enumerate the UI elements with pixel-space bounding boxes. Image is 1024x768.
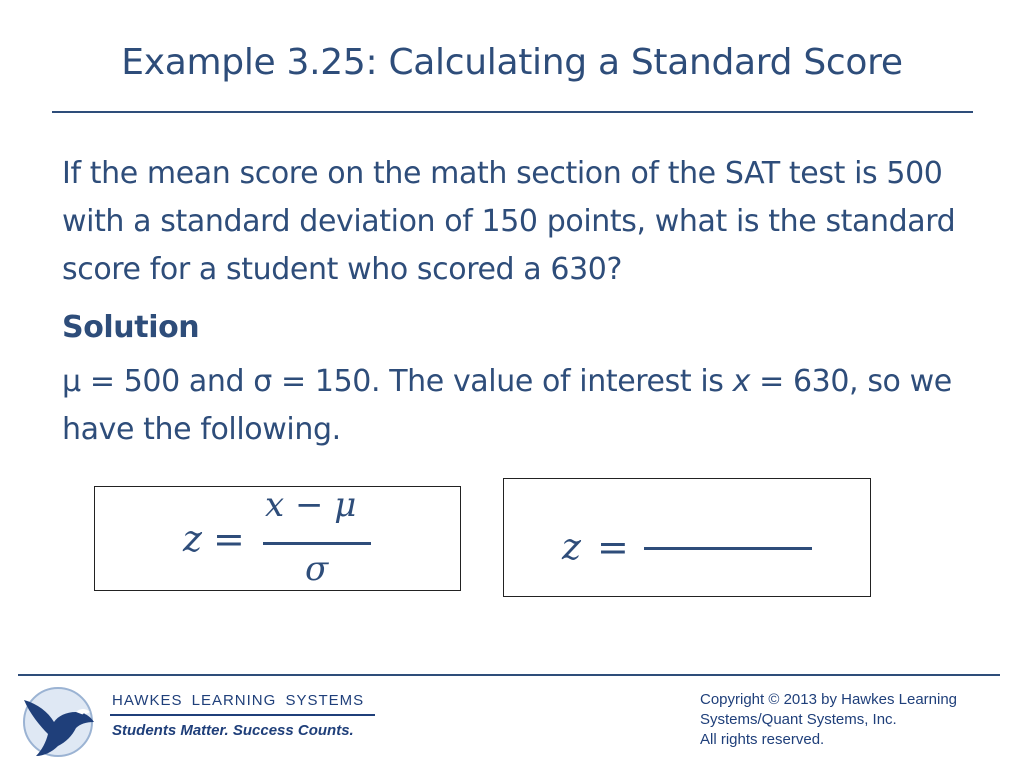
copyright-line: Systems/Quant Systems, Inc. (700, 711, 897, 728)
solution-text-part2: = 630, so we have the following. (62, 364, 952, 447)
problem-statement: If the mean score on the math section of the SAT test is 500 with a standard deviation of 150 points, what is the standard score for a student who scored a 630? (62, 156, 956, 287)
solution-text (62, 358, 982, 454)
answer-box (503, 478, 871, 597)
solution-heading: Solution (62, 310, 200, 345)
brand-tagline: Students Matter. Success Counts. (112, 722, 354, 739)
solution-text-part1: μ = 500 and σ = 150. The value of interest is (62, 364, 733, 399)
answer-equals: = (597, 525, 629, 569)
copyright-line: All rights reserved. (700, 731, 825, 748)
copyright-notice (700, 690, 1010, 750)
answer-blank (644, 547, 812, 550)
answer-lhs: z (562, 527, 581, 568)
slide-title: Example 3.25: Calculating a Standard Score (121, 42, 903, 83)
fraction-bar (263, 542, 371, 545)
formula-denominator: σ (305, 549, 329, 589)
slide-body (62, 150, 982, 464)
eagle-logo-icon (18, 682, 100, 760)
solution-variable: x (732, 364, 750, 399)
brand-divider (110, 714, 375, 716)
brand-name: HAWKES LEARNING SYSTEMS (112, 692, 365, 709)
formula-lhs: z (183, 519, 202, 560)
formula-equals: = (213, 517, 245, 561)
formula-numerator: x − μ (265, 485, 357, 525)
copyright-line: Copyright © 2013 by Hawkes Learning (700, 691, 958, 708)
title-divider (52, 111, 973, 113)
formula-box (94, 486, 461, 591)
footer-divider (18, 674, 1000, 676)
